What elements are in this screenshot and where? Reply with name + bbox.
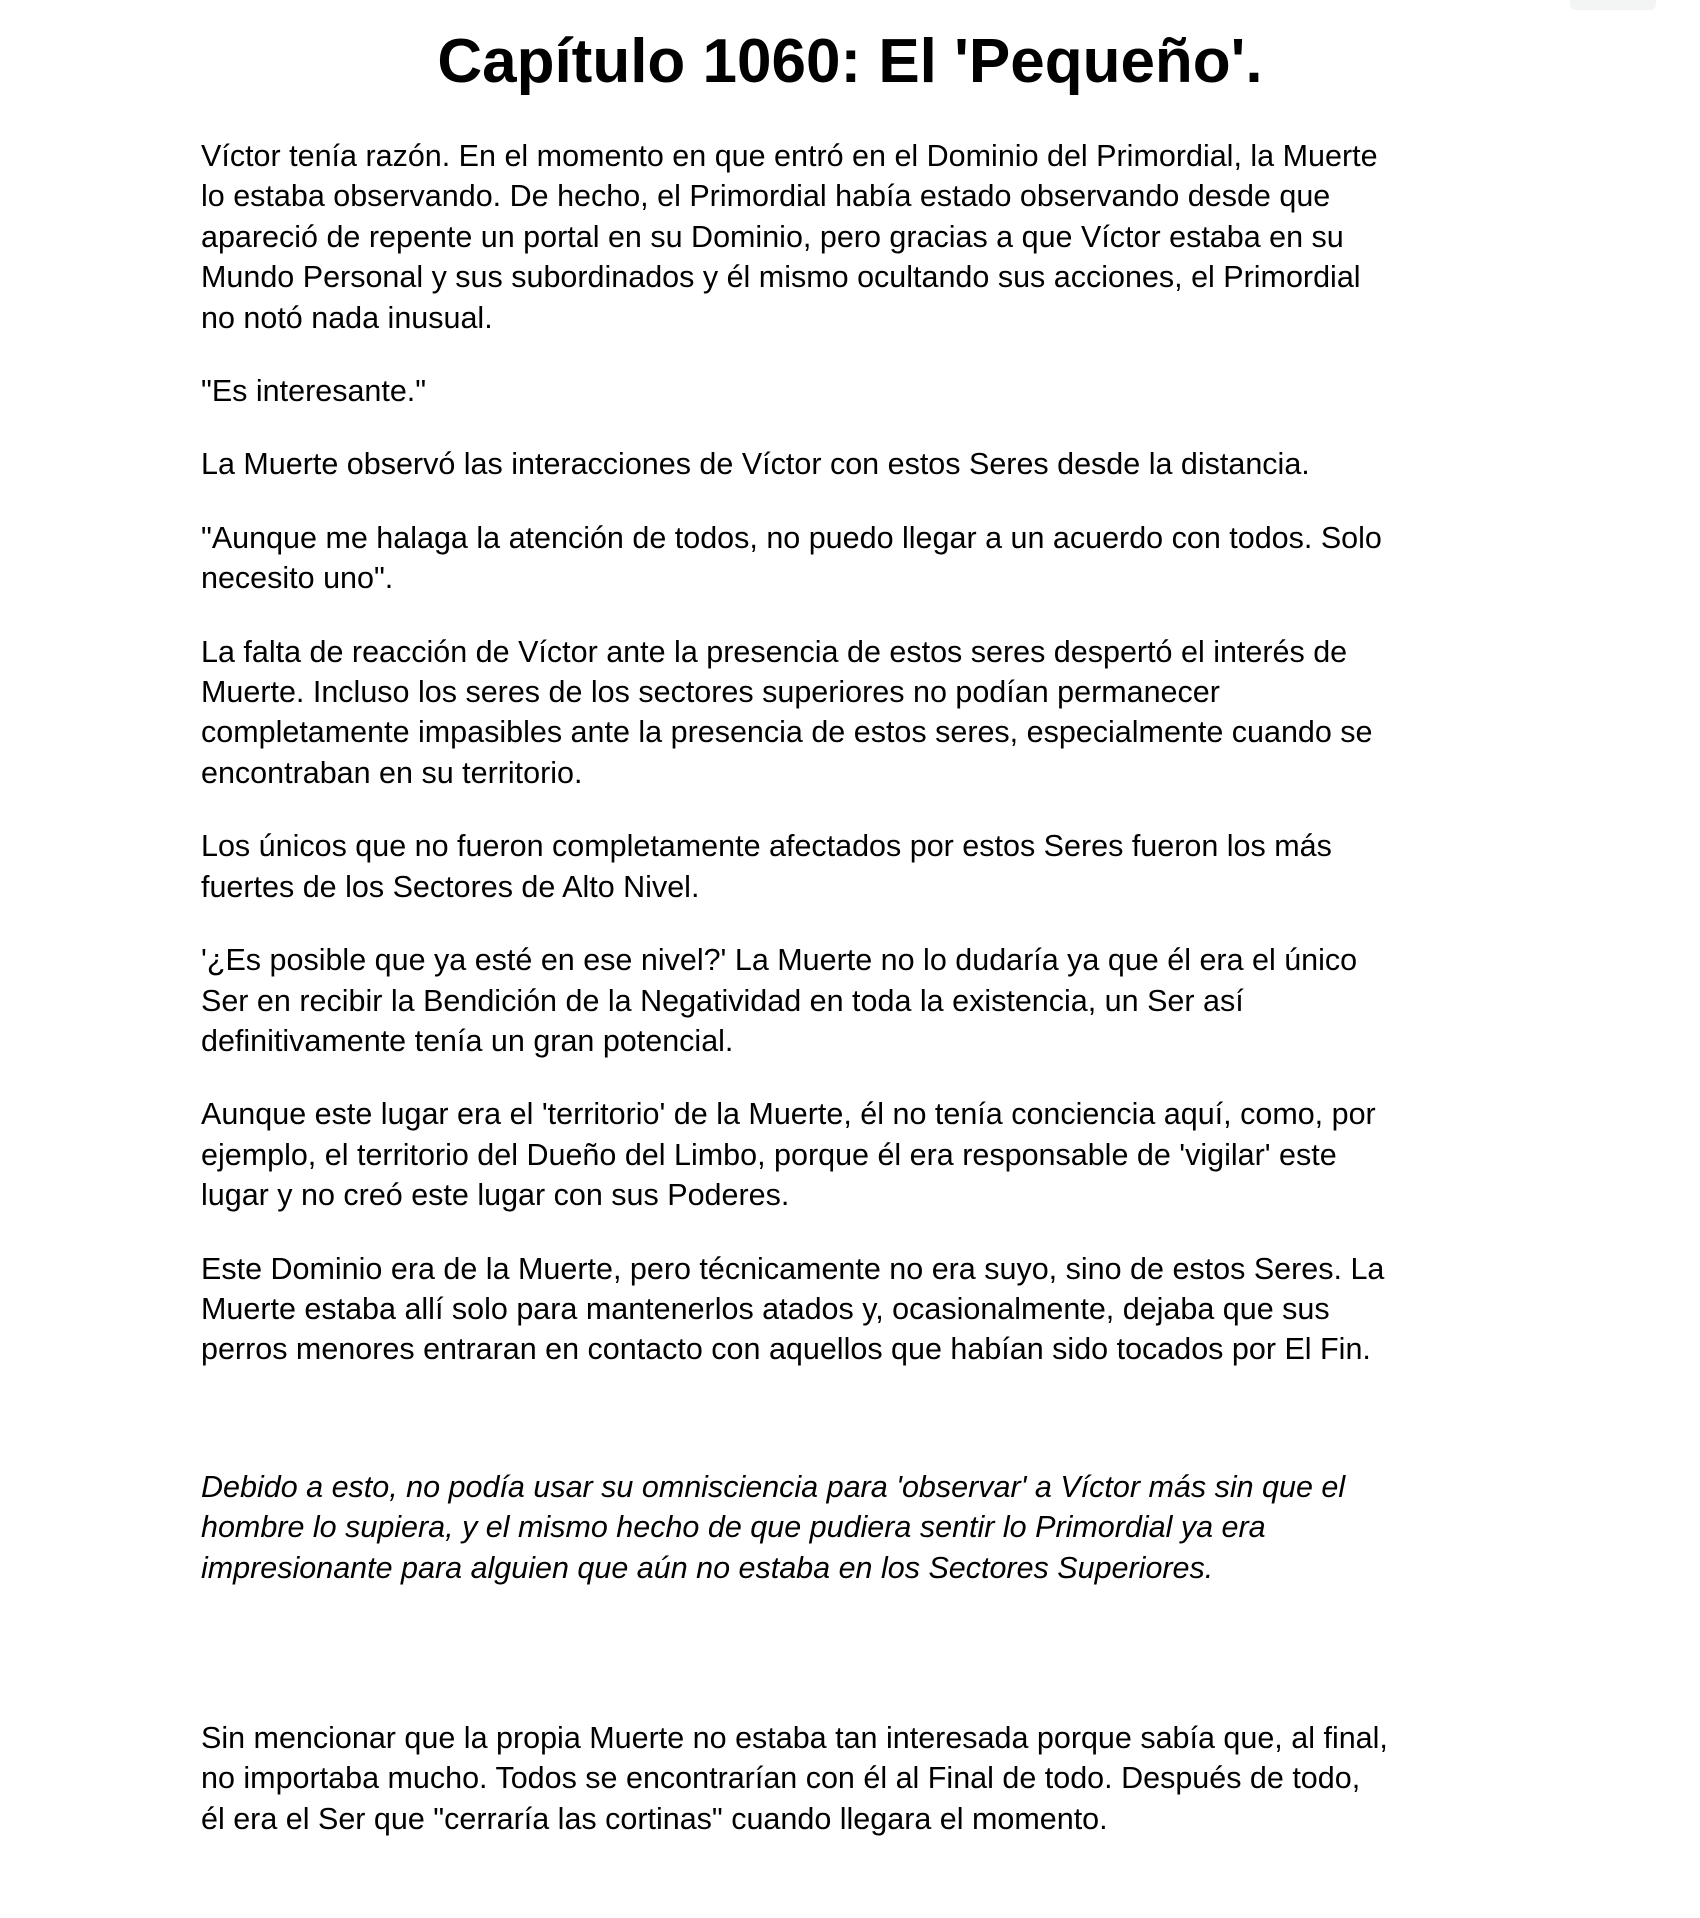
chapter-title: Capítulo 1060: El 'Pequeño'.	[437, 27, 1263, 96]
paragraph-10-italic: Debido a esto, no podía usar su omnisciencia para 'observar' a Víctor más sin que el hombre lo supiera, y el mismo hecho de que pudiera sentir lo Primordial ya era impresionante para alguien que aún no estaba en los Sectores Superiores.	[201, 1469, 1346, 1585]
paragraph-2: "Es interesante."	[201, 374, 427, 409]
paragraph-8: Aunque este lugar era el 'territorio' de la Muerte, él no tenía conciencia aquí, como, por ejemplo, el territorio del Dueño del Limbo, porque él era responsable de 'vigilar' este lugar y no creó este lugar con sus Poderes.	[201, 1097, 1376, 1213]
paragraph-6: Los únicos que no fueron completamente afectados por estos Seres fueron los más fuertes de los Sectores de Alto Nivel.	[201, 829, 1332, 904]
paragraph-5: La falta de reacción de Víctor ante la presencia de estos seres despertó el interés de Muerte. Incluso los seres de los sectores superiores no podían permanecer completamente impasibles ante la presencia de estos seres, especialmente cuando se encontraban en su territorio.	[201, 634, 1373, 790]
chapter-body	[201, 136, 1531, 1872]
paragraph-11: Sin mencionar que la propia Muerte no estaba tan interesada porque sabía que, al final, no importaba mucho. Todos se encontrarían con él al Final de todo. Después de todo, él era el Ser que "cerraría las cortinas" cuando llegara el momento.	[201, 1720, 1388, 1836]
paragraph-7: '¿Es posible que ya esté en ese nivel?' La Muerte no lo dudaría ya que él era el único Ser en recibir la Bendición de la Negatividad en toda la existencia, un Ser así definitivamente tenía un gran potencial.	[201, 943, 1358, 1058]
paragraph-1: Víctor tenía razón. En el momento en que entró en el Dominio del Primordial, la Muerte lo estaba observando. De hecho, el Primordial había estado observando desde que apareció de repente un portal en su Dominio, pero gracias a que Víctor estaba en su Mundo Personal y sus subordinados y él mismo ocultando sus acciones, el Primordial no notó nada inusual.	[201, 139, 1378, 335]
paragraph-9: Este Dominio era de la Muerte, pero técnicamente no era suyo, sino de estos Seres. La Muerte estaba allí solo para mantenerlos atados y, ocasionalmente, dejaba que sus perros menores entraran en contacto con aquellos que habían sido tocados por El Fin.	[201, 1251, 1385, 1367]
corner-mark	[1570, 0, 1656, 10]
paragraph-3: La Muerte observó las interacciones de Víctor con estos Seres desde la distancia.	[201, 447, 1310, 482]
paragraph-4: "Aunque me halaga la atención de todos, no puedo llegar a un acuerdo con todos. Solo necesito uno".	[201, 520, 1382, 596]
